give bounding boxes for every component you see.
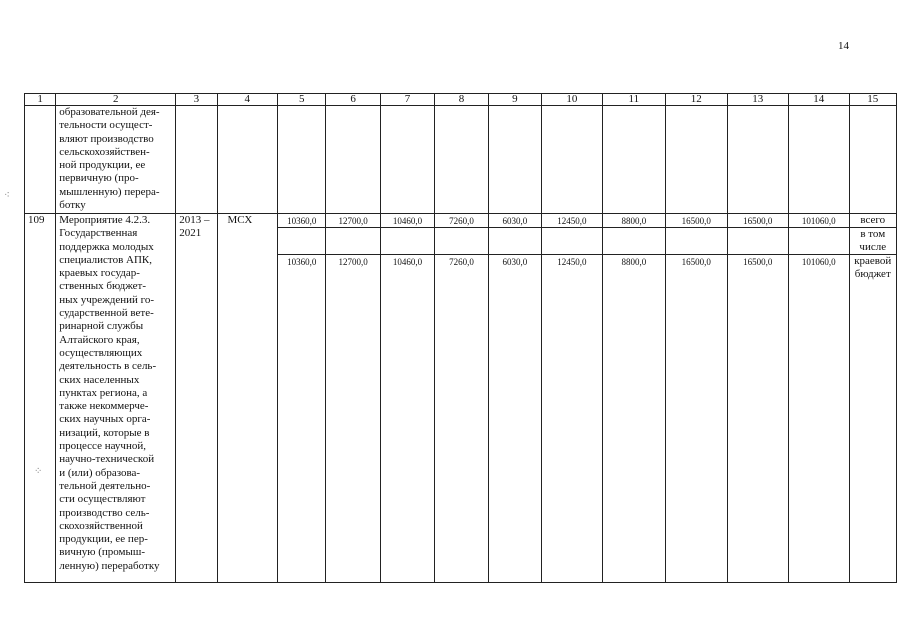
table-cell — [849, 106, 896, 214]
regional-value: 12700,0 — [338, 257, 368, 267]
year-value-cell — [488, 214, 541, 583]
total-value: 7260,0 — [435, 214, 487, 228]
column-header: 6 — [326, 94, 380, 106]
column-header: 7 — [380, 94, 434, 106]
table-cell — [727, 106, 788, 214]
executor-cell: МСХ — [217, 214, 277, 583]
source-regional-label: краевой бюджет — [854, 255, 892, 281]
year-value-cell — [727, 214, 788, 583]
year-value-cell — [380, 214, 434, 583]
row-number: 109 — [25, 214, 56, 583]
table-cell — [542, 106, 602, 214]
column-header: 5 — [278, 94, 326, 106]
table-cell — [488, 106, 541, 214]
column-header: 12 — [666, 94, 727, 106]
table-cell — [380, 106, 434, 214]
scan-artifact-mark: ⁘ — [34, 466, 43, 477]
regional-value: 101060,0 — [801, 257, 836, 267]
column-number-row — [25, 94, 897, 106]
period-cell: 2013 – 2021 — [176, 214, 217, 583]
table-cell — [789, 106, 849, 214]
regional-value: 10460,0 — [392, 257, 423, 267]
column-header: 13 — [727, 94, 788, 106]
column-header: 10 — [542, 94, 602, 106]
sum-value-cell — [789, 214, 849, 583]
column-header: 11 — [602, 94, 666, 106]
year-value-cell — [278, 214, 326, 583]
column-header: 15 — [849, 94, 896, 106]
year-value-cell — [602, 214, 666, 583]
table-cell — [176, 106, 217, 214]
total-value: 12450,0 — [542, 214, 601, 228]
measure-description: Мероприятие 4.2.3. Государственная поддержка молодых специалистов АПК, краевых государ- ственных бюджет- ных учреждений го- сударственной вете- ринарной службы Алтайского края, осуществляющих деятельность в сель- ских населенных пунктах региона, а также некоммерче- ских научных орга- низаций, которые в процессе научной, научно-технической и (или) образова- тельной деятельно- сти осуществляют производство сель- скохозяйственной продукции, ее пер- вичную (промыш- ленную) переработку — [56, 214, 176, 583]
budget-table — [24, 93, 897, 583]
column-header: 14 — [789, 94, 849, 106]
table-cell — [602, 106, 666, 214]
year-value-cell — [542, 214, 602, 583]
table-cell — [326, 106, 380, 214]
year-value-cell — [326, 214, 380, 583]
source-total-label: всего — [850, 214, 896, 228]
regional-value: 10360,0 — [287, 257, 317, 267]
table-cell — [278, 106, 326, 214]
table-cell — [666, 106, 727, 214]
regional-value: 16500,0 — [743, 257, 773, 267]
funding-source-cell — [849, 214, 896, 583]
table-cell — [217, 106, 277, 214]
column-header: 4 — [217, 94, 277, 106]
total-value: 16500,0 — [666, 214, 726, 228]
source-including-label: в том числе — [850, 228, 896, 255]
total-value: 6030,0 — [489, 214, 541, 228]
total-value: 12700,0 — [326, 214, 379, 228]
regional-value: 7260,0 — [449, 257, 474, 267]
column-header: 2 — [56, 94, 176, 106]
total-value: 101060,0 — [789, 214, 848, 228]
regional-value: 12450,0 — [557, 257, 587, 267]
year-value-cell — [666, 214, 727, 583]
scan-artifact-mark: ⁖ — [4, 190, 10, 201]
total-value: 10360,0 — [278, 214, 325, 228]
regional-value: 16500,0 — [681, 257, 711, 267]
column-header: 8 — [435, 94, 488, 106]
total-value: 8800,0 — [603, 214, 666, 228]
page-number: 14 — [838, 40, 849, 52]
column-header: 9 — [488, 94, 541, 106]
total-value: 16500,0 — [728, 214, 788, 228]
continued-description: образовательной дея- тельности осущест- вляют производство сельскохозяйствен- ной продукции, ее первичную (про- мышленную) перера- ботку — [56, 106, 176, 214]
table-cell — [25, 106, 56, 214]
column-header: 3 — [176, 94, 217, 106]
column-header: 1 — [25, 94, 56, 106]
total-value: 10460,0 — [381, 214, 434, 228]
regional-value: 8800,0 — [621, 257, 647, 267]
table-cell — [435, 106, 488, 214]
table-row-109 — [25, 214, 897, 583]
year-value-cell — [435, 214, 488, 583]
regional-value: 6030,0 — [502, 257, 528, 267]
continued-row — [25, 106, 897, 214]
